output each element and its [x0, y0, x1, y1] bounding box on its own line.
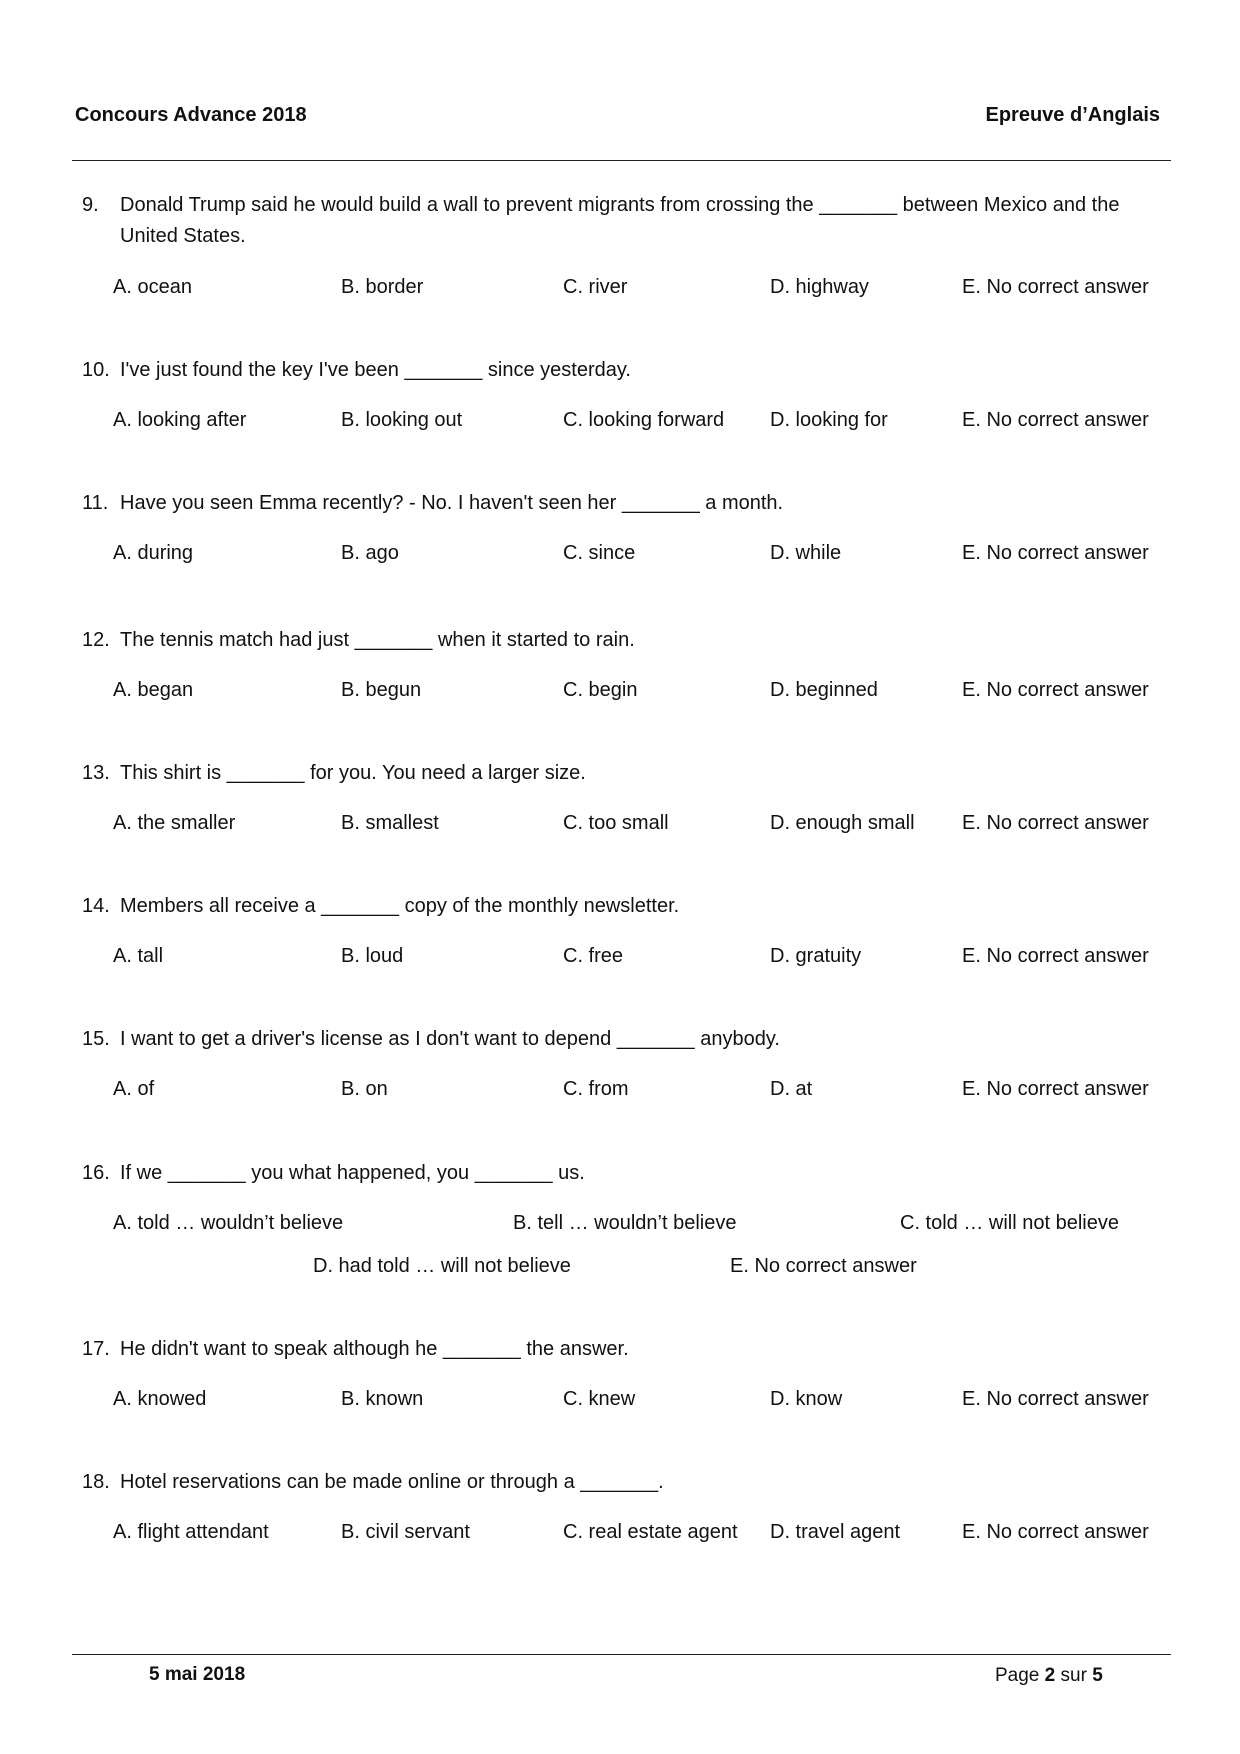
question-number: 17.	[82, 1338, 110, 1360]
question-text: He didn't want to speak although he _______ the answer.	[120, 1338, 629, 1360]
question-number: 15.	[82, 1028, 110, 1050]
question-16	[82, 1158, 1167, 1189]
question-12	[82, 625, 1167, 656]
question-11	[82, 488, 1167, 519]
option-c[interactable]: C. knew	[563, 1388, 636, 1410]
question-text: Have you seen Emma recently? - No. I haven't seen her _______ a month.	[120, 492, 784, 514]
option-e[interactable]: E. No correct answer	[962, 542, 1149, 564]
question-13	[82, 758, 1167, 789]
option-a[interactable]: A. looking after	[113, 409, 247, 431]
option-c[interactable]: C. too small	[563, 812, 669, 834]
option-e[interactable]: E. No correct answer	[730, 1255, 917, 1277]
question-text: Hotel reservations can be made online or through a _______.	[120, 1471, 664, 1493]
page-current: 2	[1044, 1665, 1056, 1686]
option-e[interactable]: E. No correct answer	[962, 1388, 1149, 1410]
option-a[interactable]: A. flight attendant	[113, 1521, 269, 1543]
header-rule	[72, 160, 1171, 161]
question-number: 9.	[82, 194, 99, 216]
option-a[interactable]: A. the smaller	[113, 812, 236, 834]
option-d[interactable]: D. at	[770, 1078, 813, 1100]
header-right-title: Epreuve d’Anglais	[985, 104, 1160, 126]
option-d[interactable]: D. while	[770, 542, 842, 564]
option-a[interactable]: A. tall	[113, 945, 164, 967]
question-number: 14.	[82, 895, 110, 917]
option-c[interactable]: C. looking forward	[563, 409, 725, 431]
option-e[interactable]: E. No correct answer	[962, 812, 1149, 834]
question-number: 12.	[82, 629, 110, 651]
option-d[interactable]: D. gratuity	[770, 945, 862, 967]
question-number: 13.	[82, 762, 110, 784]
option-c[interactable]: C. real estate agent	[563, 1521, 738, 1543]
option-b[interactable]: B. civil servant	[341, 1521, 470, 1543]
option-a[interactable]: A. told … wouldn’t believe	[113, 1212, 344, 1234]
question-number: 10.	[82, 359, 110, 381]
option-b[interactable]: B. known	[341, 1388, 424, 1410]
question-number: 11.	[82, 492, 109, 514]
question-text: I want to get a driver's license as I don't want to depend _______ anybody.	[120, 1028, 780, 1050]
option-b[interactable]: B. loud	[341, 945, 404, 967]
option-b[interactable]: B. on	[341, 1078, 388, 1100]
option-a[interactable]: A. began	[113, 679, 194, 701]
question-text: This shirt is _______ for you. You need a larger size.	[120, 762, 586, 784]
question-10	[82, 355, 1167, 386]
footer-date: 5 mai 2018	[149, 1664, 246, 1685]
footer-rule	[72, 1654, 1171, 1655]
option-e[interactable]: E. No correct answer	[962, 1521, 1149, 1543]
question-text: Donald Trump said he would build a wall to prevent migrants from crossing the _______ between Mexico and the United States.	[120, 194, 1120, 247]
page-separator: sur	[1060, 1665, 1087, 1686]
question-number: 16.	[82, 1162, 110, 1184]
option-e[interactable]: E. No correct answer	[962, 945, 1149, 967]
option-c[interactable]: C. free	[563, 945, 624, 967]
question-18	[82, 1467, 1167, 1498]
question-text: I've just found the key I've been _______ since yesterday.	[120, 359, 631, 381]
option-c[interactable]: C. river	[563, 276, 628, 298]
option-d[interactable]: D. looking for	[770, 409, 888, 431]
option-d[interactable]: D. had told … will not believe	[313, 1255, 571, 1277]
question-14	[82, 891, 1167, 922]
question-text: Members all receive a _______ copy of the monthly newsletter.	[120, 895, 680, 917]
page-total: 5	[1092, 1665, 1103, 1686]
question-9	[82, 190, 1167, 252]
question-text: The tennis match had just _______ when it started to rain.	[120, 629, 635, 651]
option-b[interactable]: B. begun	[341, 679, 422, 701]
option-c[interactable]: C. told … will not believe	[900, 1212, 1119, 1234]
question-text: If we _______ you what happened, you _______ us.	[120, 1162, 585, 1184]
option-a[interactable]: A. of	[113, 1078, 155, 1100]
option-a[interactable]: A. ocean	[113, 276, 192, 298]
option-b[interactable]: B. tell … wouldn’t believe	[513, 1212, 737, 1234]
option-c[interactable]: C. from	[563, 1078, 629, 1100]
option-b[interactable]: B. border	[341, 276, 424, 298]
option-b[interactable]: B. ago	[341, 542, 399, 564]
option-a[interactable]: A. during	[113, 542, 194, 564]
option-d[interactable]: D. know	[770, 1388, 843, 1410]
option-e[interactable]: E. No correct answer	[962, 409, 1149, 431]
option-e[interactable]: E. No correct answer	[962, 276, 1149, 298]
option-b[interactable]: B. looking out	[341, 409, 463, 431]
option-d[interactable]: D. highway	[770, 276, 869, 298]
option-c[interactable]: C. begin	[563, 679, 638, 701]
question-15	[82, 1024, 1167, 1055]
footer-page-number	[995, 1665, 1103, 1687]
question-number: 18.	[82, 1471, 110, 1493]
option-d[interactable]: D. travel agent	[770, 1521, 901, 1543]
header-left-title: Concours Advance 2018	[75, 104, 307, 126]
question-17	[82, 1334, 1167, 1365]
option-c[interactable]: C. since	[563, 542, 636, 564]
option-d[interactable]: D. enough small	[770, 812, 915, 834]
option-d[interactable]: D. beginned	[770, 679, 878, 701]
option-e[interactable]: E. No correct answer	[962, 679, 1149, 701]
option-e[interactable]: E. No correct answer	[962, 1078, 1149, 1100]
option-a[interactable]: A. knowed	[113, 1388, 207, 1410]
option-b[interactable]: B. smallest	[341, 812, 439, 834]
page-prefix: Page	[995, 1665, 1040, 1686]
